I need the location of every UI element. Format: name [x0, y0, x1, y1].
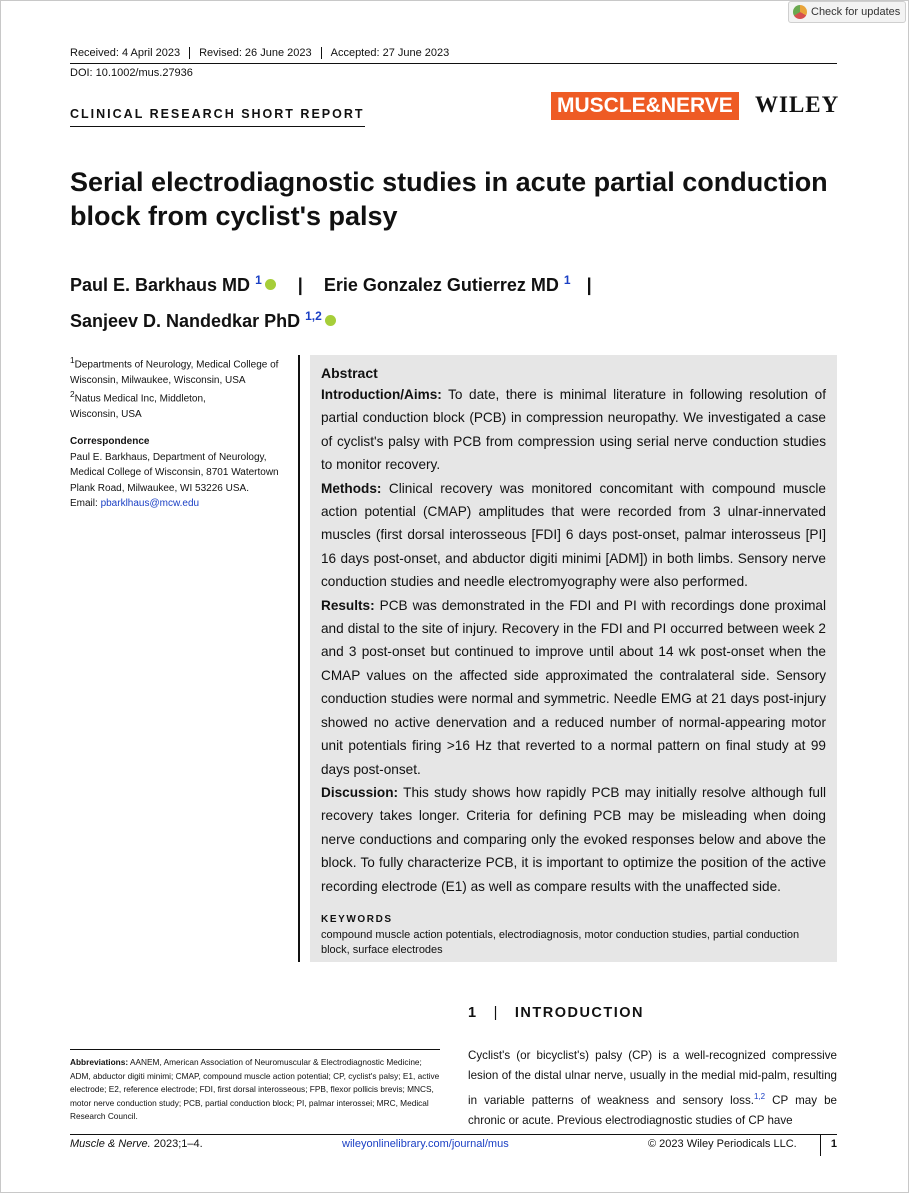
author-3[interactable]: Sanjeev D. Nandedkar PhD $^{1,2}$ — [70, 309, 322, 331]
publisher-logo: WILEY — [755, 92, 840, 117]
article-dates — [70, 47, 458, 59]
reference-link[interactable]: 1,2 — [753, 1091, 766, 1101]
orcid-icon[interactable] — [325, 315, 336, 326]
doi[interactable]: DOI: 10.1002/mus.27936 — [70, 67, 193, 79]
author-list — [70, 265, 810, 337]
author-separator: | — [586, 275, 592, 295]
abstract-results: Results: PCB was demonstrated in the FDI and PI with recordings done proximal and distal to the site of injury. Recovery in the FDI and PI occurred between week 2 and 3 post-onset but continued to improve until about 14 wk post-onset when the CMAP values on the affected side approximated the contralateral side. Sensory conduction studies were normal and symmetric. Needle EMG at 21 days post-injury showed no active denervation and a reduced number of normal-appearing motor unit potentials firing >16 Hz that reverted to a normal pattern on final study at 99 days post-onset. — [321, 597, 826, 777]
footer-url[interactable]: wileyonlinelibrary.com/journal/mus — [342, 1138, 509, 1150]
revised-date: Revised: 26 June 2023 — [189, 47, 321, 59]
correspondence-heading: Correspondence — [70, 436, 150, 447]
received-date: Received: 4 April 2023 — [70, 47, 181, 59]
article-title: Serial electrodiagnostic studies in acute partial conduction block from cyclist's palsy — [70, 167, 828, 231]
abstract-intro: Introduction/Aims: To date, there is minimal literature in following resolution of partial conduction block (PCB) in compression neuropathy. We investigated a case of cyclist's palsy with PCB from compression using serial nerve conduction studies to monitor recovery. — [321, 387, 826, 473]
check-for-updates-button[interactable] — [788, 1, 906, 23]
correspondence: Correspondence Paul E. Barkhaus, Department of Neurology, Medical College of Wisconsin, 8701 Watertown Plank Road, Milwaukee, WI 53226 USA. Email: pbarklhaus@mcw.edu — [70, 436, 279, 509]
author-1[interactable]: Paul E. Barkhaus MD $^1$ — [70, 273, 262, 295]
author-separator: | — [297, 275, 303, 295]
header-rule — [70, 63, 837, 64]
author-2[interactable]: Erie Gonzalez Gutierrez MD $^1$ — [323, 273, 571, 295]
footer-citation: Muscle & Nerve. 2023;1–4. — [70, 1138, 203, 1150]
keywords-heading: KEYWORDS — [321, 913, 393, 925]
abstract-divider — [298, 355, 300, 962]
journal-logo: MUSCLE&NERVE — [551, 92, 739, 120]
section-heading: 1 | INTRODUCTION — [468, 1005, 645, 1021]
footer-copyright: © 2023 Wiley Periodicals LLC. — [648, 1138, 797, 1150]
abstract-heading: Abstract — [321, 365, 378, 381]
abstract-box — [310, 355, 837, 962]
accepted-date: Accepted: 27 June 2023 — [321, 47, 459, 59]
crossmark-icon — [793, 5, 807, 19]
page-number: 1 — [820, 1134, 837, 1156]
correspondence-text: Paul E. Barkhaus, Department of Neurology, Medical College of Wisconsin, 8701 Watertown Plank Road, Milwaukee, WI 53226 USA. — [70, 451, 279, 494]
email-link[interactable]: pbarklhaus@mcw.edu — [100, 498, 200, 509]
abstract-methods: Methods: Clinical recovery was monitored concomitant with compound muscle action potential (CMAP) amplitudes that were recorded from 3 ulnar-innervated muscles (first dorsal interosseous [FDI] 6 days post-onset, palmar interosseus [PI] 16 days post-onset, and abductor digiti minimi [ADM]) in both limbs. Sensory nerve conduction studies and needle electromyography were also performed. — [321, 480, 826, 590]
affiliation-2: $^2$Natus Medical Inc, Middleton, Wisconsin, USA — [70, 389, 206, 420]
section-label: CLINICAL RESEARCH SHORT REPORT — [70, 107, 365, 127]
abbreviations: Abbreviations: AANEM, American Association of Neuromuscular & Electrodiagnostic Medicine; ADM, abductor digiti minimi; CMAP, compound muscle action potential; CP, cyclist's palsy; E1, active electrode; E2, reference electrode; FDI, first dorsal interosseous; FPB, flexor pollicis brevis; MNCS, motor nerve conduction study; PCB, partial conduction block; PI, palmar interossei; MRC, Medical Research Council. — [70, 1049, 440, 1124]
abstract-discussion: Discussion: This study shows how rapidly PCB may initially resolve although full recovery takes longer. Criteria for defining PCB may be misleading when doing nerve conductions and comparing only the evoked responses below and above the block. To fully characterize PCB, it is important to optimize the position of the active recording electrode (E1) as well as compare results with the unaffected side. — [321, 784, 826, 894]
introduction-text: Cyclist's (or bicyclist's) palsy (CP) is a well-recognized compressive lesion of the distal ulnar nerve, usually in the medial mid-palm, resulting in variable patterns of weakness and sensory loss.$^{1,2}$ CP may be chronic or acute. Previous electrodiagnostic studies of CP have — [468, 1049, 837, 1128]
footer-rule — [70, 1134, 837, 1135]
check-for-updates-label: Check for updates — [811, 6, 901, 18]
affiliation-1: $^1$Departments of Neurology, Medical College of Wisconsin, Milwaukee, Wisconsin, USA — [70, 355, 279, 386]
keywords-list: compound muscle action potentials, electrodiagnosis, motor conduction studies, partial conduction block, surface electrodes — [321, 928, 800, 956]
orcid-icon[interactable] — [265, 279, 276, 290]
